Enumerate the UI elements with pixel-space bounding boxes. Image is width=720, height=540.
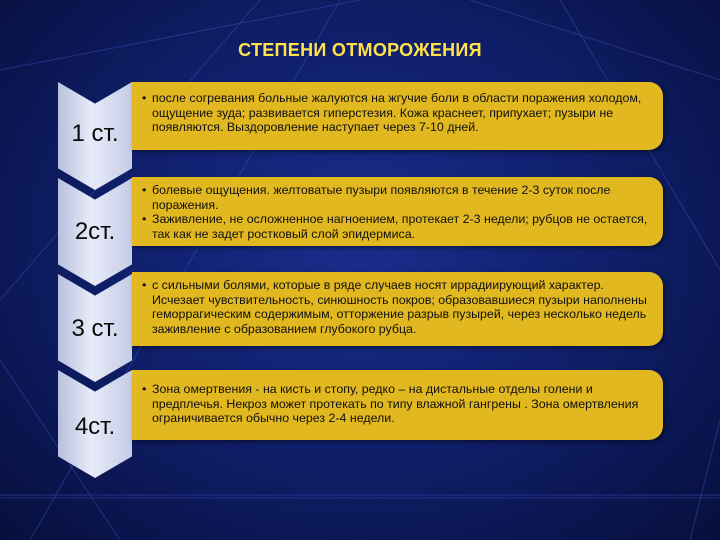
bullet-dot-icon: • (142, 91, 147, 105)
bullet-dot-icon: • (142, 183, 147, 197)
bullet-dot-icon: • (142, 212, 147, 227)
stage-3-bullet-1 (142, 278, 655, 336)
stage-3-label: 3 ст. (71, 315, 119, 342)
stage-1-bullet-1-text: после согревания больные жалуются на жгучие боли в области поражения холодом, ощущение зуда; развивается гиперстезия. Кожа краснеет, припухает; пузыри не появляются. Выздоровление наступает через 7-10 дней. (152, 91, 642, 135)
stage-4-label: 4ст. (74, 413, 116, 440)
stage-2-bullet-2 (142, 212, 655, 241)
bullet-dot-icon: • (142, 278, 147, 292)
stage-2-label: 2ст. (74, 218, 116, 245)
stage-2-card (132, 177, 663, 246)
stage-1-bullet-1 (142, 91, 655, 135)
stage-4-bullet-1 (142, 382, 655, 426)
stage-4-bullet-1-text: Зона омертвения - на кисть и стопу, редко – на дистальные отделы голени и предплечья. Некроз может протекать по типу влажной гангрены . Зона омертвления ограничивается обычно через 2-4 недели. (152, 382, 639, 426)
stage-2-bullet-1 (142, 183, 655, 212)
stage-3-card (132, 272, 663, 346)
slide-title: СТЕПЕНИ ОТМОРОЖЕНИЯ (238, 40, 482, 60)
bullet-dot-icon: • (142, 382, 147, 396)
stage-2-bullet-1-text: болевые ощущения. желтоватые пузыри появляются в течение 2-3 суток после поражения. (152, 183, 611, 212)
stage-2-bullet-2-text: Заживление, не осложненное нагноением, протекает 2-3 недели; рубцов не остается, так как не задет ростковый слой эпидермиса. (152, 212, 648, 241)
stage-1-card (132, 82, 663, 150)
stage-4-card (132, 370, 663, 440)
stage-1-label: 1 ст. (71, 120, 119, 147)
stage-3-bullet-1-text: с сильными болями, которые в ряде случаев носят иррадиирующий характер. Исчезает чувствительность, синюшность покров; образовавшиеся пузыри наполнены геморрагическим содержимым, отторжение разрыв пузырей, через несколько недель заживление с образованием глубокого рубца. (152, 278, 647, 336)
